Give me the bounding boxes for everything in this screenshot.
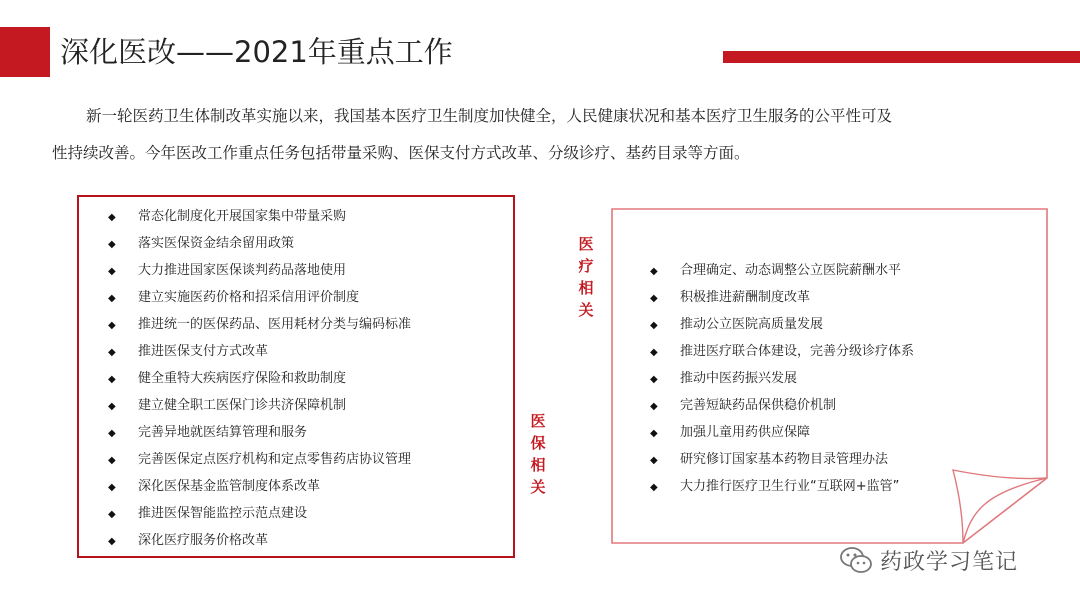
diamond-bullet-icon: ◆ (650, 374, 658, 385)
diamond-bullet-icon: ◆ (108, 347, 116, 358)
diamond-bullet-icon: ◆ (108, 374, 116, 385)
list-item-text: 推动中医药振兴发展 (680, 371, 798, 386)
diamond-bullet-icon: ◆ (108, 482, 116, 493)
list-item-text: 常态化制度化开展国家集中带量采购 (138, 209, 347, 224)
insurance-list (108, 203, 508, 554)
label-char: 保 (530, 434, 546, 452)
list-item (108, 527, 508, 554)
list-item-text: 完善短缺药品保供稳价机制 (680, 398, 837, 413)
list-item-text: 落实医保资金结余留用政策 (138, 236, 295, 251)
label-char: 相 (578, 279, 594, 297)
diamond-bullet-icon: ◆ (108, 428, 116, 439)
diamond-bullet-icon: ◆ (108, 455, 116, 466)
list-item-text: 推进医保智能监控示范点建设 (138, 506, 308, 521)
list-item-text: 大力推进国家医保谈判药品落地使用 (138, 263, 347, 278)
list-item-text: 积极推进薪酬制度改革 (680, 290, 811, 305)
intro-line-1: 新一轮医药卫生体制改革实施以来，我国基本医疗卫生制度加快健全，人民健康状况和基本医疗卫生服务的公平性可及 (86, 107, 893, 125)
list-item-text: 健全重特大疾病医疗保险和救助制度 (138, 371, 347, 386)
list-item (108, 284, 508, 311)
list-item-text: 大力推行医疗卫生行业“互联网+监管” (680, 479, 900, 494)
diamond-bullet-icon: ◆ (108, 239, 116, 250)
insurance-vertical-label (526, 410, 550, 498)
diamond-bullet-icon: ◆ (650, 428, 658, 439)
diamond-bullet-icon: ◆ (108, 320, 116, 331)
list-item (108, 365, 508, 392)
list-item-text: 加强儿童用药供应保障 (680, 425, 811, 440)
diamond-bullet-icon: ◆ (650, 293, 658, 304)
diamond-bullet-icon: ◆ (108, 293, 116, 304)
list-item-text: 推进医疗联合体建设，完善分级诊疗体系 (680, 344, 915, 359)
list-item (108, 473, 508, 500)
list-item-text: 建立健全职工医保门诊共济保障机制 (138, 398, 347, 413)
label-char: 关 (578, 301, 594, 319)
diamond-bullet-icon: ◆ (650, 482, 658, 493)
wechat-icon (838, 542, 874, 578)
title-accent-bar (723, 51, 1080, 63)
list-item (108, 446, 508, 473)
page-title: 深化医改——2021年重点工作 (60, 35, 453, 69)
list-item (108, 311, 508, 338)
diamond-bullet-icon: ◆ (650, 266, 658, 277)
diamond-bullet-icon: ◆ (108, 509, 116, 520)
label-char: 医 (578, 235, 594, 253)
list-item-text: 研究修订国家基本药物目录管理办法 (680, 452, 889, 467)
diamond-bullet-icon: ◆ (650, 320, 658, 331)
list-item-text: 推进医保支付方式改革 (138, 344, 269, 359)
diamond-bullet-icon: ◆ (650, 401, 658, 412)
label-char: 相 (530, 456, 546, 474)
list-item-text: 深化医保基金监管制度体系改革 (138, 479, 321, 494)
list-item (108, 419, 508, 446)
intro-text (52, 98, 1042, 172)
diamond-bullet-icon: ◆ (108, 266, 116, 277)
list-item (108, 500, 508, 527)
list-item-text: 推动公立医院高质量发展 (680, 317, 824, 332)
diamond-bullet-icon: ◆ (650, 455, 658, 466)
list-item (108, 392, 508, 419)
list-item (108, 257, 508, 284)
list-item-text: 完善异地就医结算管理和服务 (138, 425, 308, 440)
list-item (650, 311, 980, 338)
list-item-text: 建立实施医药价格和招采信用评价制度 (138, 290, 360, 305)
label-char: 疗 (578, 257, 594, 275)
list-item-text: 深化医疗服务价格改革 (138, 533, 269, 548)
watermark-text: 药政学习笔记 (880, 549, 1019, 575)
list-item-text: 推进统一的医保药品、医用耗材分类与编码标准 (138, 317, 412, 332)
watermark (838, 542, 1018, 578)
list-item (108, 338, 508, 365)
label-char: 医 (530, 412, 546, 430)
list-item (108, 230, 508, 257)
list-item (650, 257, 980, 284)
list-item (650, 365, 980, 392)
list-item (650, 419, 980, 446)
list-item (650, 284, 980, 311)
title-accent-block (0, 27, 50, 77)
medical-list (650, 257, 980, 500)
diamond-bullet-icon: ◆ (650, 347, 658, 358)
list-item-text: 合理确定、动态调整公立医院薪酬水平 (680, 263, 902, 278)
list-item (650, 392, 980, 419)
diamond-bullet-icon: ◆ (108, 536, 116, 547)
diamond-bullet-icon: ◆ (108, 212, 116, 223)
diamond-bullet-icon: ◆ (108, 401, 116, 412)
list-item (650, 338, 980, 365)
label-char: 关 (530, 478, 546, 496)
list-item (108, 203, 508, 230)
intro-paragraph (52, 98, 1042, 172)
list-item-text: 完善医保定点医疗机构和定点零售药店协议管理 (138, 452, 412, 467)
list-item (650, 473, 980, 500)
intro-line-2: 性持续改善。今年医改工作重点任务包括带量采购、医保支付方式改革、分级诊疗、基药目录等方面。 (52, 144, 750, 162)
list-item (650, 446, 980, 473)
medical-vertical-label (574, 233, 598, 321)
